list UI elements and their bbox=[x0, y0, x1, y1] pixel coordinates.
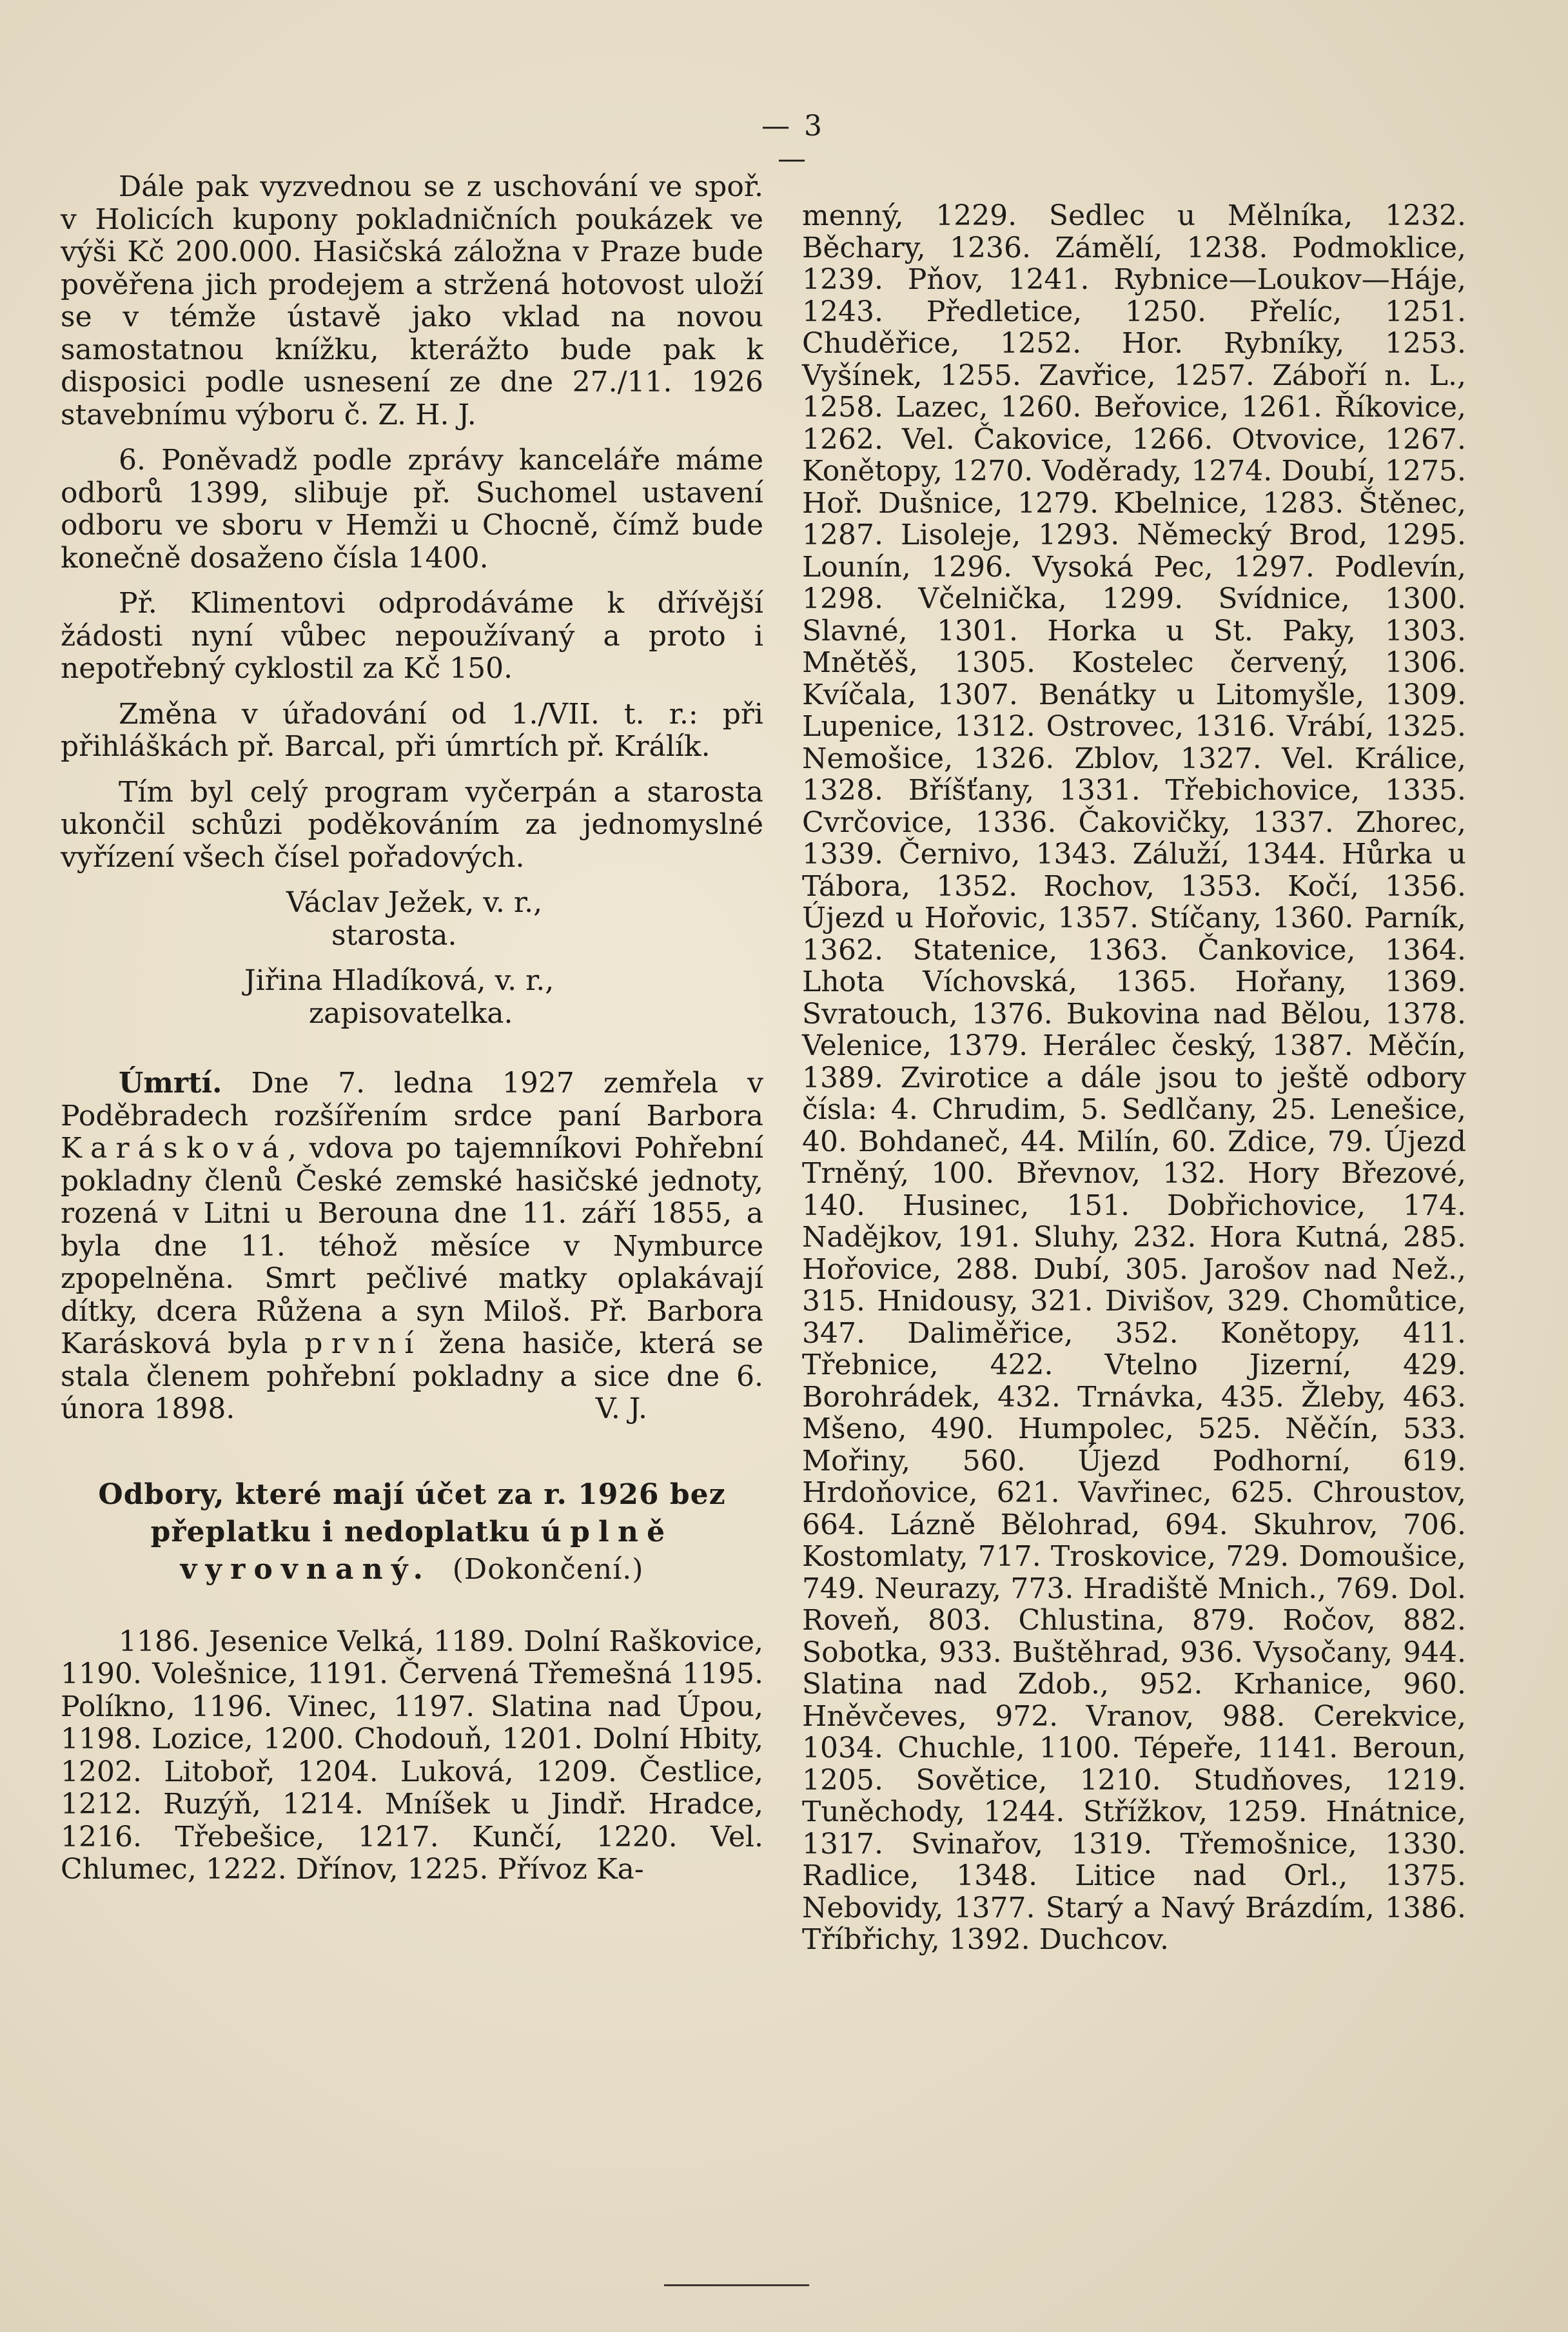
branch-list-continued: menný, 1229. Sedlec u Mělníka, 1232. Běchary, 1236. Zámělí, 1238. Podmoklice, 1239. Pňov, 1241. Rybnice—Loukov—Háje, 1243. Předletice, 1250. Přelíc, 1251. Chuděřice, 1252. Hor. Rybníky, 1253. Vyšínek, 1255. Zavřice, 1257. Záboří n. L., 1258. Lazec, 1260. Beřovice, 1261. Říkovice, 1262. Vel. Čakovice, 1266. Otvovice, 1267. Konětopy, 1270. Voděrady, 1274. Doubí, 1275. Hoř. Dušnice, 1279. Kbelnice, 1283. Štěnec, 1287. Lisoleje, 1293. Německý Brod, 1295. Lounín, 1296. Vysoká Pec, 1297. Podlevín, 1298. Včelnička, 1299. Svídnice, 1300. Slavné, 1301. Horka u St. Paky, 1303. Mnětěš, 1305. Kostelec červený, 1306. Kvíčala, 1307. Benátky u Litomyšle, 1309. Lupenice, 1312. Ostrovec, 1316. Vrábí, 1325. Nemošice, 1326. Zblov, 1327. Vel. Králice, 1328. Bříšťany, 1331. Třebichovice, 1335. Cvrčovice, 1336. Čakovičky, 1337. Zhorec, 1339. Černivo, 1343. Záluží, 1344. Hůrka u Tábora, 1352. Rochov, 1353. Kočí, 1356. Újezd u Hořovic, 1357. Stíčany, 1360. Parník, 1362. Statenice, 1363. Čankovice, 1364. Lhota Víchovská, 1365. Hořany, 1369. Svratouch, 1376. Bukovina nad Bělou, 1378. Velenice, 1379. Herálec český, 1387. Měčín, 1389. Zvirotice a dále jsou to ještě odbory čísla: 4. Chrudim, 5. Sedlčany, 25. Lenešice, 40. Bohdaneč, 44. Milín, 60. Zdice, 79. Újezd Trněný, 100. Břevnov, 132. Hory Březové, 140. Husinec, 151. Dobřichovice, 174. Nadějkov, 191. Sluhy, 232. Hora Kutná, 285. Hořovice, 288. Dubí, 305. Jarošov nad Než., 315. Hnidousy, 321. Divišov, 329. Chomůtice, 347. Daliměřice, 352. Konětopy, 411. Třebnice, 422. Vtelno Jizerní, 429. Borohrádek, 432. Trnávka, 435. Žleby, 463. Mšeno, 490. Humpolec, 525. Něčín, 533. Mořiny, 560. Újezd Podhorní, 619. Hrdoňovice, 621. Vavřinec, 625. Chroustov, 664. Lázně Bělohrad, 694. Skuhrov, 706. Kostomlaty, 717. Troskovice, 729. Domoušice, 749. Neurazy, 773. Hradiště Mnich., 769. Dol. Roveň, 803. Chlustina, 879. Ročov, 882. Sobotka, 933. Buštěhrad, 936. Vysočany, 944. Slatina nad Zdob., 952. Krhanice, 960. Hněvčeves, 972. Vranov, 988. Cerekvice, 1034. Chuchle, 1100. Tépeře, 1141. Beroun, 1205. Sovětice, 1210. Studňoves, 1219. Tuněchody, 1244. Střížkov, 1259. Hnátnice, 1317. Svinařov, 1319. Třemošnice, 1330. Radlice, 1348. Litice nad Orl., 1375. Nebovidy, 1377. Starý a Navý Brázdím, 1386. Tříbřichy, 1392. Duchcov. bbox=[802, 199, 1466, 1956]
paragraph-branch-count: 6. Poněvadž podle zprávy kanceláře máme odborů 1399, slibuje př. Suchomel ustavení odboru ve sboru v Hemži u Chocně, čímž bude konečně dosaženo čísla 1400. bbox=[61, 444, 763, 575]
signature-chairman-name: Václav Ježek, v. r., bbox=[286, 886, 543, 919]
obituary-text-c: žena hasiče, která se stala členem pohřební pokladny a sice dne 6. února 1898. bbox=[61, 1327, 763, 1425]
section-heading-continued: (Dokončení.) bbox=[452, 1552, 644, 1586]
section-heading-text: Odbory, které mají účet za r. 1926 bez přeplatku i nedoplatku bbox=[98, 1477, 726, 1548]
signature-recorder-role: zapisovatelka. bbox=[309, 996, 513, 1030]
paragraph-bond-coupons: Dále pak vyzvednou se z uschování ve spoř. v Holicích kupony pokladničních poukázek ve výši Kč 200.000. Hasičská záložna v Praze bude pověřena jich prodejem a stržená hotovost uloží se v témže ústavě jako vklad na novou samostatnou knížku, kterážto bude pak k disposici podle usnesení ze dne 27./11. 1926 stavebnímu výboru č. Z. H. J. bbox=[61, 170, 763, 431]
section-heading-spaced: úplně vyrovnaný. bbox=[180, 1515, 674, 1586]
section-heading bbox=[61, 1476, 763, 1588]
signature-chairman-role: starosta. bbox=[331, 918, 457, 952]
obituary-text-a: Dne 7. ledna 1927 zemřela v Poděbradech rozšířením srdce paní Barbora bbox=[61, 1067, 763, 1132]
obituary-lead: Úmrtí. bbox=[119, 1067, 222, 1100]
paragraph-office-change: Změna v úřadování od 1./VII. t. r.: při přihláškách př. Barcal, při úmrtích př. Králík. bbox=[61, 697, 763, 763]
obituary-text-b: , vdova po tajemníkovi Pohřební pokladny členů České zemské hasičské jednoty, rozená v Litni u Berouna dne 11. září 1855, a byla dne 11. téhož měsíce v Nymburce zpopelněna. Smrt pečlivé matky oplakávají dítky, dcera Růžena a syn Miloš. Př. Barbora Karásková byla bbox=[61, 1132, 763, 1360]
paragraph-cyclostyle: Př. Klimentovi odprodáváme k dřívější žádosti nyní vůbec nepoužívaný a proto i nepotřebný cyklostil za Kč 150. bbox=[61, 587, 763, 685]
obituary-paragraph bbox=[61, 1067, 763, 1426]
obituary-first: první bbox=[304, 1327, 422, 1360]
obituary-name: Karásková bbox=[61, 1132, 288, 1165]
obituary-signature: V. J. bbox=[595, 1392, 647, 1425]
closing-rule bbox=[664, 2284, 809, 2286]
branch-list-start: 1186. Jesenice Velká, 1189. Dolní Raškovice, 1190. Volešnice, 1191. Červená Třemešná 1195. Políkno, 1196. Vinec, 1197. Slatina nad Úpou, 1198. Lozice, 1200. Chodouň, 1201. Dolní Hbity, 1202. Litoboř, 1204. Luková, 1209. Čestlice, 1212. Ruzýň, 1214. Mníšek u Jindř. Hradce, 1216. Třebešice, 1217. Kunčí, 1220. Vel. Chlumec, 1222. Dřínov, 1225. Přívoz Ka- bbox=[61, 1625, 763, 1886]
page-number: — 3 — bbox=[761, 110, 825, 175]
right-column bbox=[802, 200, 1466, 1956]
left-column bbox=[61, 171, 763, 1886]
paragraph-closing: Tím byl celý program vyčerpán a starosta ukončil schůzi poděkováním za jednomyslné vyřízení všech čísel pořadových. bbox=[61, 775, 763, 874]
signature-recorder-name: Jiřina Hladíková, v. r., bbox=[244, 964, 554, 997]
